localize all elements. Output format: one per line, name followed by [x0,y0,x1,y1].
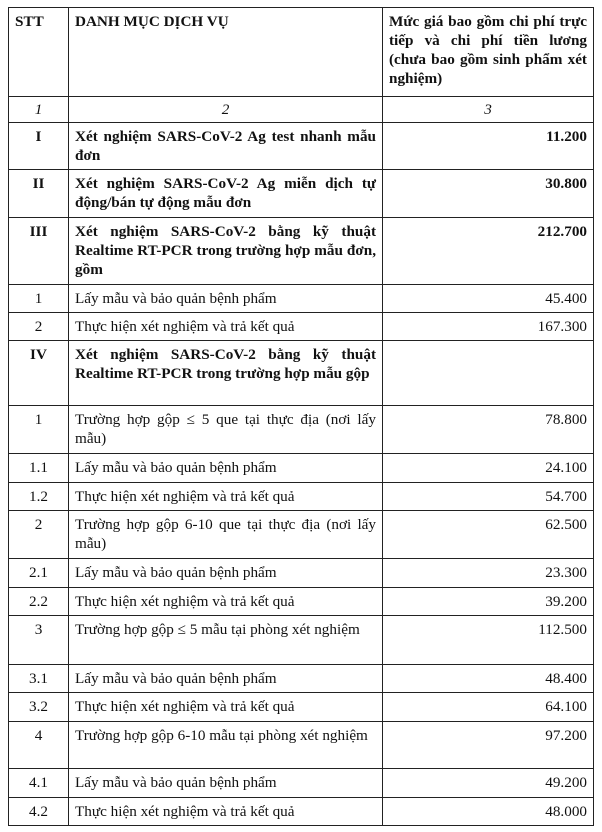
row-stt: 1 [9,285,69,313]
row-service-name: Thực hiện xét nghiệm và trả kết quả [69,798,383,826]
table-row [9,406,594,454]
row-price: 23.300 [383,559,594,588]
table-row [9,123,594,170]
table-row [9,341,594,406]
table-row [9,693,594,722]
row-price: 11.200 [383,123,594,170]
row-price [383,341,594,406]
row-stt: IV [9,341,69,406]
row-stt: III [9,218,69,285]
table-row [9,798,594,826]
row-stt: 4.1 [9,769,69,798]
table-row [9,559,594,588]
row-price: 78.800 [383,406,594,454]
table-row [9,218,594,285]
table-row [9,483,594,511]
row-stt: 2 [9,511,69,559]
row-service-name: Xét nghiệm SARS-CoV-2 bằng kỹ thuật Realtime RT-PCR trong trường hợp mẫu gộp [69,341,383,406]
table-row [9,285,594,313]
row-price: 54.700 [383,483,594,511]
row-price: 45.400 [383,285,594,313]
row-service-name: Xét nghiệm SARS-CoV-2 bằng kỹ thuật Realtime RT-PCR trong trường hợp mẫu đơn, gồm [69,218,383,285]
header-price: Mức giá bao gồm chi phí trực tiếp và chi phí tiền lương (chưa bao gồm sinh phẩm xét nghiệm) [383,8,594,97]
row-stt: 2.1 [9,559,69,588]
row-service-name: Thực hiện xét nghiệm và trả kết quả [69,313,383,341]
row-stt: 1 [9,406,69,454]
table-row [9,170,594,218]
row-service-name: Xét nghiệm SARS-CoV-2 Ag test nhanh mẫu đơn [69,123,383,170]
row-service-name: Trường hợp gộp ≤ 5 que tại thực địa (nơi lấy mẫu) [69,406,383,454]
table-row [9,588,594,616]
row-price: 48.000 [383,798,594,826]
row-service-name: Lấy mẫu và bảo quản bệnh phẩm [69,769,383,798]
table-row [9,511,594,559]
column-index: 1 [9,97,69,123]
header-row [9,8,594,97]
price-table [8,7,594,826]
row-service-name: Lấy mẫu và bảo quản bệnh phẩm [69,454,383,483]
column-index: 2 [69,97,383,123]
row-price: 24.100 [383,454,594,483]
row-service-name: Trường hợp gộp ≤ 5 mẫu tại phòng xét nghiệm [69,616,383,665]
table-row [9,665,594,693]
row-stt: I [9,123,69,170]
row-price: 112.500 [383,616,594,665]
row-stt: 1.1 [9,454,69,483]
row-stt: 3 [9,616,69,665]
table-row [9,454,594,483]
table-row [9,616,594,665]
row-price: 30.800 [383,170,594,218]
row-price: 49.200 [383,769,594,798]
table-body [9,123,594,826]
row-stt: 1.2 [9,483,69,511]
row-stt: 4.2 [9,798,69,826]
row-service-name: Trường hợp gộp 6-10 mẫu tại phòng xét nghiệm [69,722,383,769]
header-service: DANH MỤC DỊCH VỤ [69,8,383,97]
table-row [9,722,594,769]
row-service-name: Lấy mẫu và bảo quản bệnh phẩm [69,285,383,313]
row-price: 62.500 [383,511,594,559]
row-stt: II [9,170,69,218]
row-price: 167.300 [383,313,594,341]
row-stt: 3.2 [9,693,69,722]
row-price: 97.200 [383,722,594,769]
table-row [9,313,594,341]
row-service-name: Xét nghiệm SARS-CoV-2 Ag miễn dịch tự động/bán tự động mẫu đơn [69,170,383,218]
row-stt: 2 [9,313,69,341]
column-index-row [9,97,594,123]
row-service-name: Thực hiện xét nghiệm và trả kết quả [69,588,383,616]
row-stt: 4 [9,722,69,769]
row-service-name: Thực hiện xét nghiệm và trả kết quả [69,483,383,511]
table-row [9,769,594,798]
column-index: 3 [383,97,594,123]
row-price: 64.100 [383,693,594,722]
row-price: 212.700 [383,218,594,285]
row-stt: 3.1 [9,665,69,693]
row-service-name: Lấy mẫu và bảo quản bệnh phẩm [69,665,383,693]
row-price: 39.200 [383,588,594,616]
row-price: 48.400 [383,665,594,693]
row-service-name: Trường hợp gộp 6-10 que tại thực địa (nơi lấy mẫu) [69,511,383,559]
row-service-name: Thực hiện xét nghiệm và trả kết quả [69,693,383,722]
header-stt: STT [9,8,69,97]
row-service-name: Lấy mẫu và bảo quản bệnh phẩm [69,559,383,588]
row-stt: 2.2 [9,588,69,616]
